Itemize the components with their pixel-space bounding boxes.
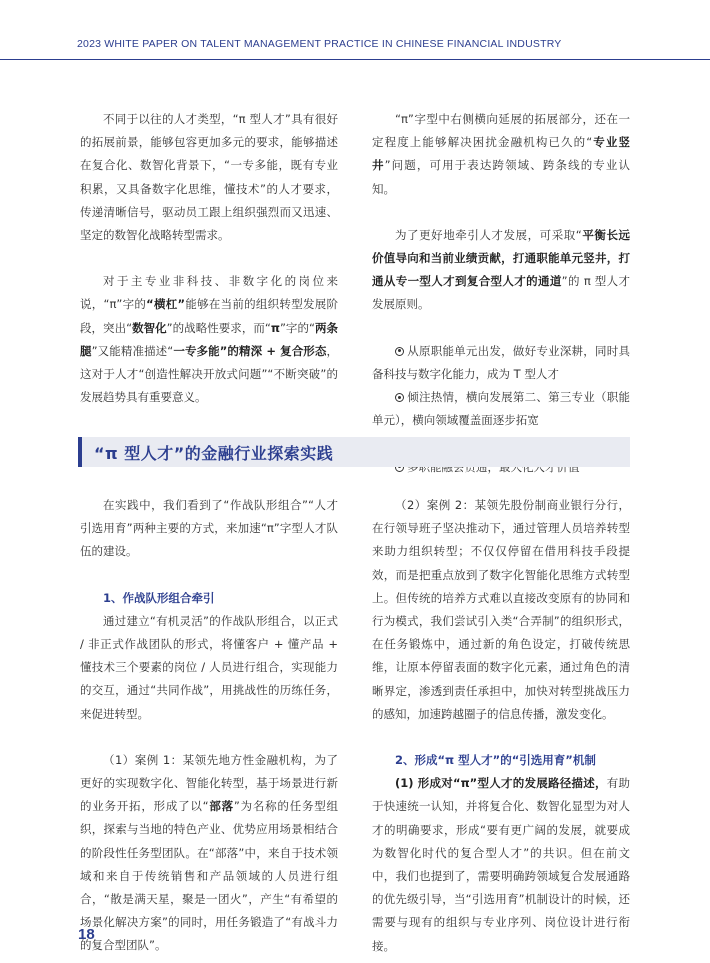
page-header — [0, 0, 710, 58]
paragraph: “π”字型中右侧横向延展的拓展部分，还在一定程度上能够解决困扰金融机构已久的“专业竖井”问题，可用于表达跨领域、跨条线的专业认知。 — [372, 112, 630, 196]
bullet-item: 从原职能单元出发，做好专业深耕，同时具备科技与数字化能力，成为 T 型人才 — [372, 343, 630, 381]
page-number: 18 — [78, 926, 95, 943]
paragraph: （2）案例 2：某领先股份制商业银行分行，在行领导班子坚决推动下，通过管理人员培养转型来助力组织转型；不仅仅停留在借用科技手段提效，而是把重点放到了数字化智能化思维方式转型上。但传统的培养方式难以直接改变原有的协同和行为模式，我们尝试引入类“合弄制”的组织形式，在任务锻炼中，通过新的角色设定，打破传统思维，让原本停留表面的数字化元素，通过角色的清晰界定，渗透到责任承担中，加快对转型挑战压力的感知，加速跨越圈子的信息传播，激发变化。 — [372, 498, 630, 721]
top-left-column — [80, 108, 338, 409]
bottom-left-column — [80, 494, 338, 958]
subsection-heading: 1、作战队形组合牵引 — [103, 590, 215, 605]
paragraph: 不同于以往的人才类型，“π 型人才”具有很好的拓展前景，能够包容更加多元的要求，能够描述在复合化、数智化背景下，“一专多能，既有专业积累，又具备数字化思维，懂技术”的人才要求，传递清晰信号，驱动员工跟上组织强烈而又迅速、坚定的数智化战略转型需求。 — [80, 112, 338, 243]
header-title: 2023 WHITE PAPER ON TALENT MANAGEMENT PRACTICE IN CHINESE FINANCIAL INDUSTRY — [77, 38, 562, 50]
bullet-icon — [395, 393, 404, 402]
paragraph: 通过建立“有机灵活”的作战队形组合，以正式 / 非正式作战团队的形式，将懂客户 + 懂产品 + 懂技术三个要素的岗位 / 人员进行组合，实现能力的交互，通过“共同作战”，用挑战性的历练任务，来促进转型。 — [80, 613, 338, 721]
top-right-column — [372, 108, 630, 479]
bottom-right-column — [372, 494, 630, 958]
paragraph: （1）案例 1：某领先地方性金融机构，为了更好的实现数字化、智能化转型，基于场景进行新的业务开拓，形成了以“部落”为名称的任务型组织，探索与当地的特色产业、优势应用场景相结合的阶段性任务型团队。在“部落”中，来自于技术领域和来自于传统销售和产品领域的人员进行组合，“散是满天星，聚是一团火”，产生“有希望的场景化解决方案”的同时，用任务锻造了“有战斗力的复合型团队”。 — [80, 752, 338, 953]
bullet-icon — [395, 347, 404, 356]
header-divider — [0, 59, 710, 60]
section-heading-bar — [78, 437, 82, 467]
subsection-heading: 2、形成“π 型人才”的“引选用育”机制 — [395, 753, 596, 768]
paragraph: 在实践中，我们看到了“作战队形组合”“人才引选用育”两种主要的方式，来加速“π”字型人才队伍的建设。 — [80, 498, 338, 559]
bullet-item: 倾注热情，横向发展第二、第三专业（职能单元），横向领域覆盖面逐步拓宽 — [372, 390, 630, 428]
paragraph: (1) 形成对“π”型人才的发展路径描述，有助于快速统一认知，并将复合化、数智化显型为对人才的明确要求，形成“要有更广阔的发展，就要成为数智化时代的复合型人才”的共识。但在前文中，我们也提到了，需要明确跨领域复合发展通路的优先级引导，当“引选用育”机制设计的时候，还需要与现有的组织与专业序列、岗位设计进行衔接。 — [372, 776, 631, 953]
paragraph: 对于主专业非科技、非数字化的岗位来说，“π”字的“横杠”能够在当前的组织转型发展阶段，突出“数智化”的战略性要求，而“π”字的“两条腿”又能精准描述“一专多能”的精深 + 复合形态，这对于人才“创造性解决开放式问题”“不断突破”的发展趋势具有重要意义。 — [80, 274, 338, 405]
section-title: “π 型人才”的金融行业探索实践 — [94, 444, 334, 463]
paragraph: 为了更好地牵引人才发展，可采取“平衡长远价值导向和当前业绩贡献，打通职能单元竖井，打通从专一型人才到复合型人才的通道”的 π 型人才发展原则。 — [372, 227, 630, 312]
